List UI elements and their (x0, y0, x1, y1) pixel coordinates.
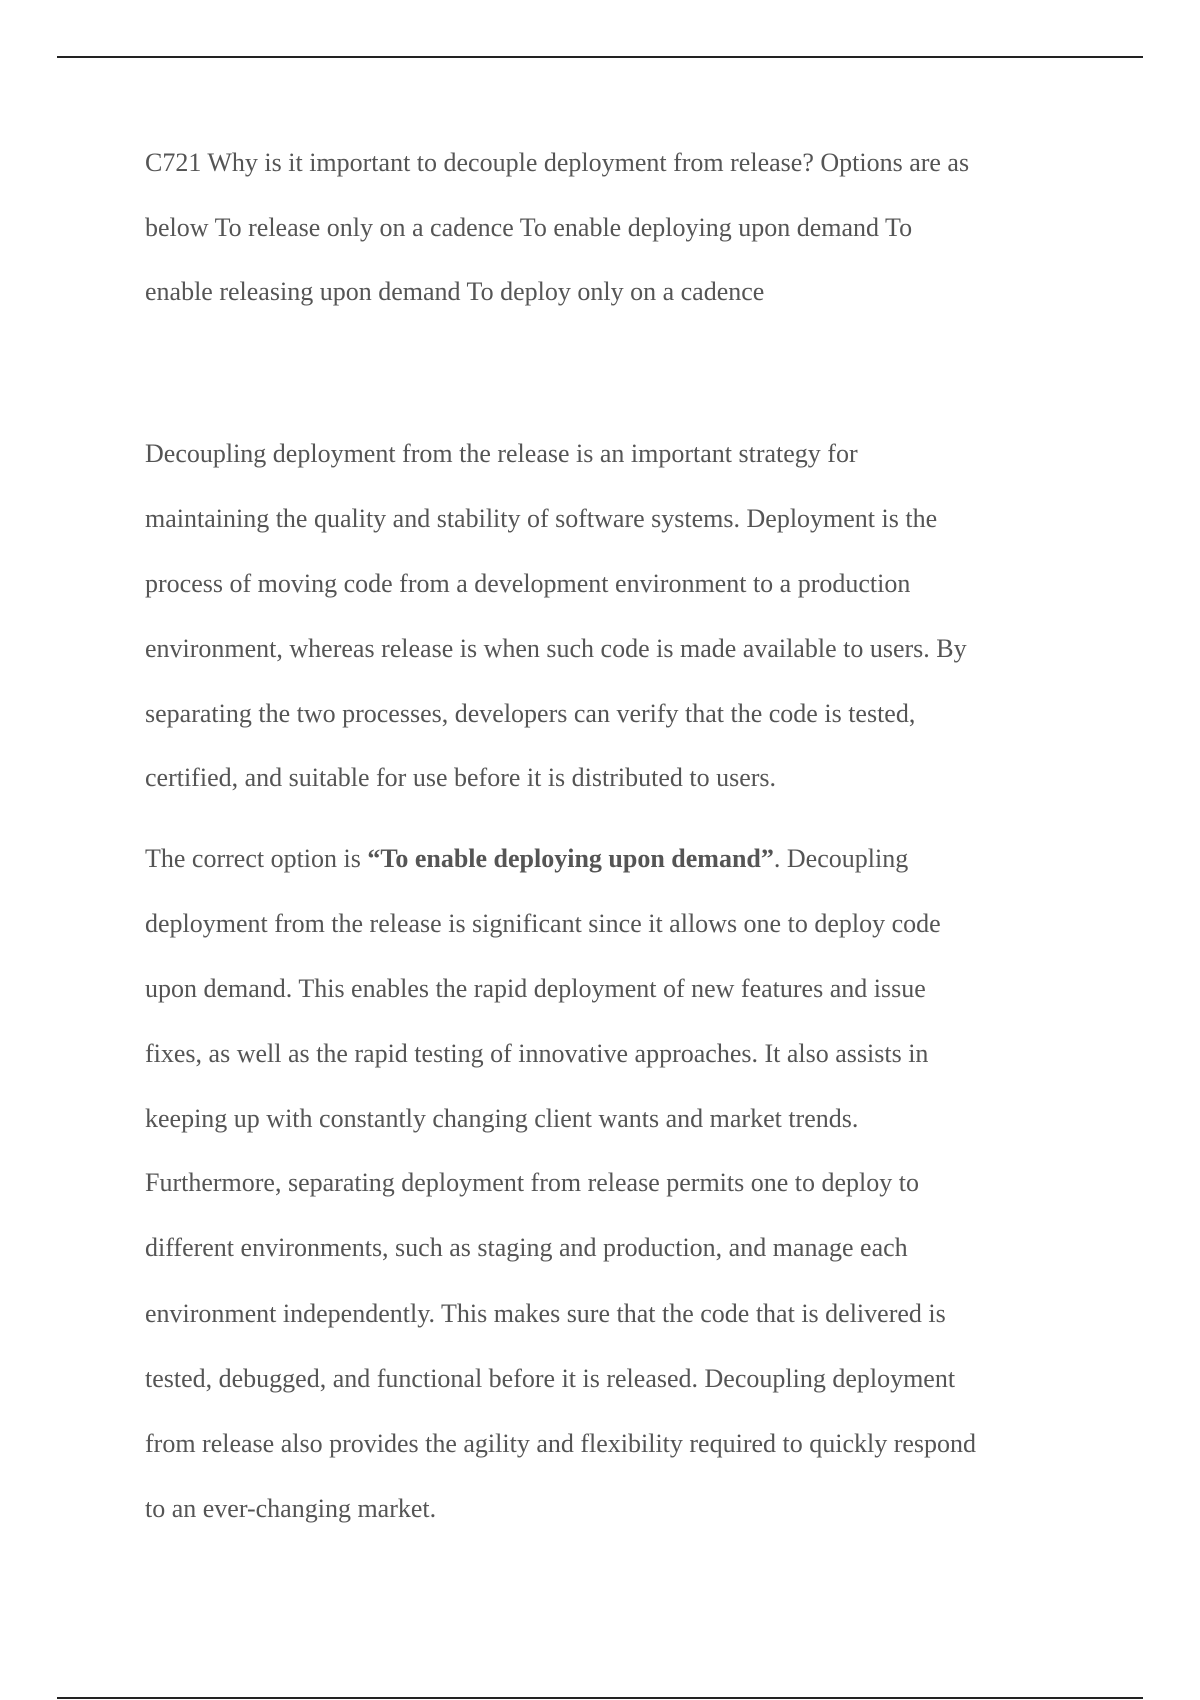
top-rule (57, 56, 1143, 58)
answer-line: to an ever-changing market. (145, 1494, 437, 1523)
explanation-line: Decoupling deployment from the release is an important strategy for (145, 439, 858, 468)
answer-line: fixes, as well as the rapid testing of innovative approaches. It also assists in (145, 1039, 929, 1068)
answer-prefix: The correct option is (145, 844, 368, 873)
answer-line: environment independently. This makes sure that the code that is delivered is (145, 1299, 946, 1328)
bottom-rule (57, 1697, 1143, 1699)
explanation-line: process of moving code from a development environment to a production (145, 569, 911, 598)
question-line: enable releasing upon demand To deploy only on a cadence (145, 277, 765, 306)
answer-line: Furthermore, separating deployment from release permits one to deploy to (145, 1168, 919, 1197)
answer-line: keeping up with constantly changing client wants and market trends. (145, 1104, 859, 1133)
question-line: C721 Why is it important to decouple deployment from release? Options are as (145, 148, 970, 177)
explanation-line: environment, whereas release is when such code is made available to users. By (145, 634, 967, 663)
explanation-line: certified, and suitable for use before it is distributed to users. (145, 763, 777, 792)
answer-suffix: . Decoupling (773, 844, 909, 873)
correct-option-bold: “To enable deploying upon demand” (367, 844, 774, 873)
answer-first-line (145, 844, 908, 874)
answer-line: different environments, such as staging and production, and manage each (145, 1233, 908, 1262)
answer-line: from release also provides the agility and flexibility required to quickly respond (145, 1429, 977, 1458)
explanation-line: maintaining the quality and stability of software systems. Deployment is the (145, 504, 938, 533)
answer-line: upon demand. This enables the rapid deployment of new features and issue (145, 974, 926, 1003)
explanation-line: separating the two processes, developers can verify that the code is tested, (145, 699, 916, 728)
answer-line: deployment from the release is significant since it allows one to deploy code (145, 909, 941, 938)
question-line: below To release only on a cadence To enable deploying upon demand To (145, 213, 913, 242)
answer-line: tested, debugged, and functional before it is released. Decoupling deployment (145, 1364, 956, 1393)
